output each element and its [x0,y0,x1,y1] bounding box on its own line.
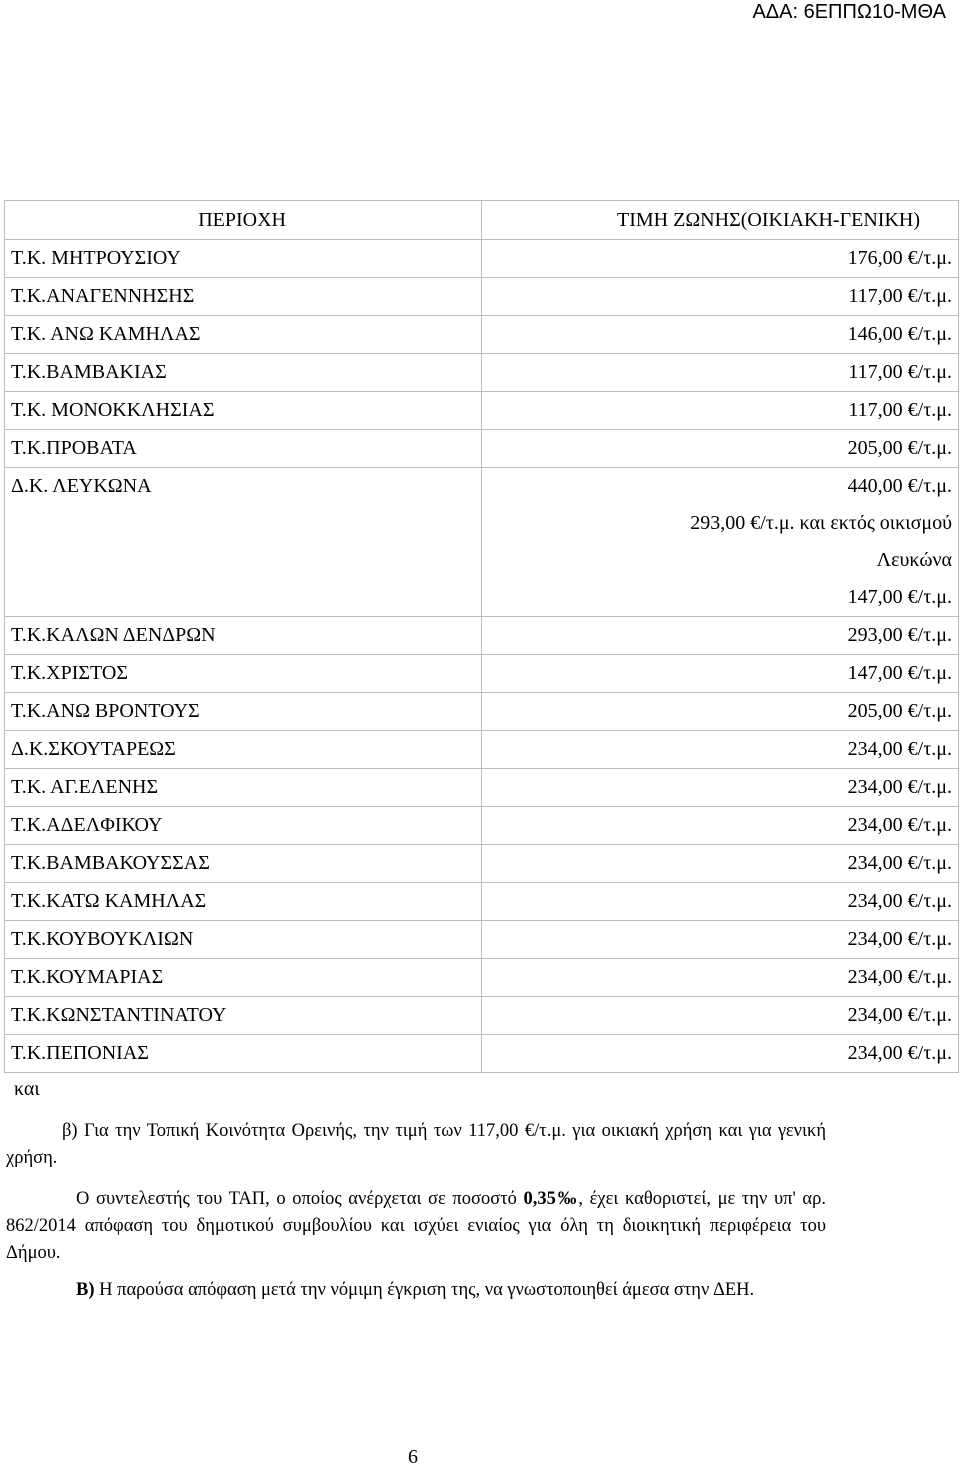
price-line: Λευκώνα [876,549,952,571]
conjunction-text: και [14,1078,40,1100]
price-cell: 234,00 €/τ.μ. [482,959,959,997]
table-row [5,693,959,731]
price-cell: 146,00 €/τ.μ. [482,316,959,354]
price-cell: 234,00 €/τ.μ. [482,807,959,845]
table-row [5,430,959,468]
table-row [5,1035,959,1073]
tap-text-end: , έχει καθοριστεί, με την υπ' αρ. 862/2014 απόφαση του δημοτικού συμβουλίου και ισχύει ενιαίος για όλη τη διοικητική περιφέρεια του Δήμου. [6,1189,826,1263]
area-cell: Τ.Κ.ΚΟΥΒΟΥΚΛΙΩΝ [5,921,482,959]
price-cell: 293,00 €/τ.μ. [482,617,959,655]
table-row [5,807,959,845]
table-row [5,769,959,807]
price-cell: 205,00 €/τ.μ. [482,693,959,731]
decision-text: Η παρούσα απόφαση μετά την νόμιμη έγκριση της, να γνωστοποιηθεί άμεσα στην ΔΕΗ. [94,1280,755,1300]
area-cell: Τ.Κ.ΑΝΑΓΕΝΝΗΣΗΣ [5,278,482,316]
price-cell: 176,00 €/τ.μ. [482,240,959,278]
table-row [5,354,959,392]
area-cell: Τ.Κ.ΒΑΜΒΑΚΙΑΣ [5,354,482,392]
price-cell: 234,00 €/τ.μ. [482,845,959,883]
area-cell: Τ.Κ.ΚΑΤΩ ΚΑΜΗΛΑΣ [5,883,482,921]
area-cell: Τ.Κ.ΠΕΠΟΝΙΑΣ [5,1035,482,1073]
zone-price-table [4,200,959,1073]
price-cell: 234,00 €/τ.μ. [482,883,959,921]
page-number: 6 [408,1446,418,1468]
price-line: 293,00 €/τ.μ. και εκτός οικισμού [690,512,952,534]
table-row [5,731,959,769]
area-cell: Δ.Κ.ΣΚΟΥΤΑΡΕΩΣ [5,731,482,769]
table-row [5,617,959,655]
table-row [5,959,959,997]
price-line: 147,00 €/τ.μ. [847,586,952,608]
table-row [5,883,959,921]
table-header-row [5,201,959,240]
decision-label: Β) [76,1280,95,1300]
price-line: 440,00 €/τ.μ. [847,475,952,497]
price-cell: 205,00 €/τ.μ. [482,430,959,468]
area-cell: Τ.Κ.ΑΔΕΛΦΙΚΟΥ [5,807,482,845]
area-cell: Τ.Κ.ΒΑΜΒΑΚΟΥΣΣΑΣ [5,845,482,883]
paragraph-tap [6,1186,826,1267]
area-cell: Τ.Κ.ΑΝΩ ΒΡΟΝΤΟΥΣ [5,693,482,731]
area-cell: Τ.Κ.ΚΑΛΩΝ ΔΕΝΔΡΩΝ [5,617,482,655]
table-row [5,921,959,959]
table-row [5,997,959,1035]
area-cell: Τ.Κ.ΚΟΥΜΑΡΙΑΣ [5,959,482,997]
price-cell: 234,00 €/τ.μ. [482,769,959,807]
table-row [5,240,959,278]
area-cell: Τ.Κ.ΚΩΝΣΤΑΝΤΙΝΑΤΟΥ [5,997,482,1035]
column-header-area: ΠΕΡΙΟΧΗ [5,201,482,240]
price-cell: 234,00 €/τ.μ. [482,731,959,769]
price-cell: 117,00 €/τ.μ. [482,278,959,316]
area-cell: Τ.Κ.ΧΡΙΣΤΟΣ [5,655,482,693]
table-row [5,655,959,693]
table-row [5,278,959,316]
price-cell: 117,00 €/τ.μ. [482,392,959,430]
table-row [5,845,959,883]
table-row [5,316,959,354]
price-cell: 234,00 €/τ.μ. [482,997,959,1035]
area-cell: Τ.Κ. ΑΓ.ΕΛΕΝΗΣ [5,769,482,807]
price-cell: 234,00 €/τ.μ. [482,1035,959,1073]
area-cell: Τ.Κ.ΠΡΟΒΑΤΑ [5,430,482,468]
area-cell: Τ.Κ. ΑΝΩ ΚΑΜΗΛΑΣ [5,316,482,354]
tap-text-start: Ο συντελεστής του ΤΑΠ, ο οποίος ανέρχεται σε ποσοστό [76,1189,524,1209]
ada-code: ΑΔΑ: 6ΕΠΠΩ10-ΜΘΑ [752,1,946,23]
area-cell: Δ.Κ. ΛΕΥΚΩΝΑ [5,468,482,617]
area-cell: Τ.Κ. ΜΟΝΟΚΚΛΗΣΙΑΣ [5,392,482,430]
paragraph-decision [6,1277,826,1304]
column-header-price: ΤΙΜΗ ΖΩΝΗΣ(ΟΙΚΙΑΚΗ-ΓΕΝΙΚΗ) [482,201,959,240]
price-cell: 117,00 €/τ.μ. [482,354,959,392]
price-cell: 147,00 €/τ.μ. [482,655,959,693]
tap-rate: 0,35‰ [523,1189,579,1209]
paragraph-orinis: β) Για την Τοπική Κοινότητα Ορεινής, την τιμή των 117,00 €/τ.μ. για οικιακή χρήση και για γενική χρήση. [6,1121,826,1168]
price-cell [482,468,959,617]
table-row [5,468,959,617]
price-cell: 234,00 €/τ.μ. [482,921,959,959]
area-cell: Τ.Κ. ΜΗΤΡΟΥΣΙΟΥ [5,240,482,278]
table-row [5,392,959,430]
